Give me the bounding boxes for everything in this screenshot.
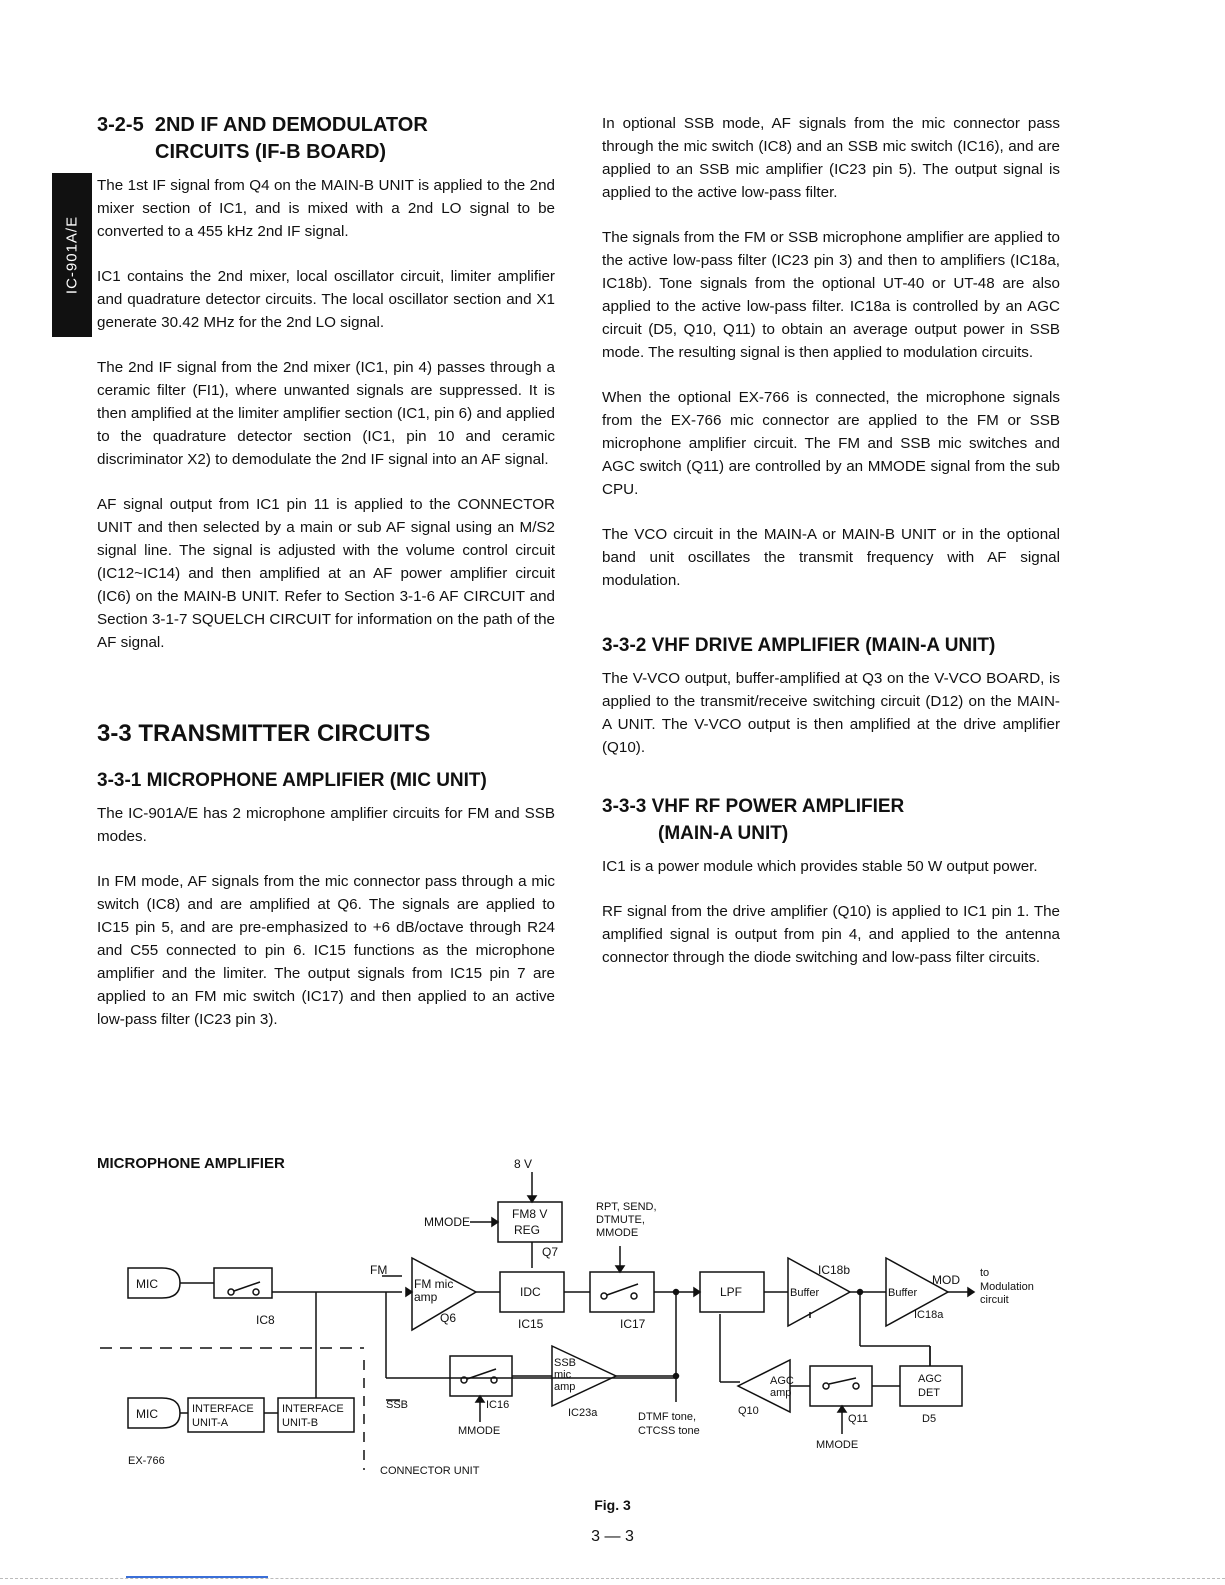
diagram-caption: MICROPHONE AMPLIFIER	[97, 1155, 285, 1172]
label-ssb-mic-2: mic	[554, 1369, 572, 1381]
switch-contact	[853, 1383, 859, 1389]
label-q6: Q6	[440, 1311, 457, 1325]
label-ic16: IC16	[486, 1399, 510, 1411]
label-q10: Q10	[738, 1405, 759, 1417]
paragraph: AF signal output from IC1 pin 11 is applied to the CONNECTOR UNIT and then selected by a main or sub AF signal using an M/S2 signal line. The signal is adjusted with the volume control circuit (IC12~IC14) and then amplified at an AF power amplifier circuit (IC6) on the MAIN-B UNIT. Refer to Section 3-1-6 AF CIRCUIT and Section 3-1-7 SQUELCH CIRCUIT for information on the path of the AF signal.	[97, 496, 555, 651]
label-q7: Q7	[542, 1245, 559, 1259]
label-mic: MIC	[136, 1277, 158, 1291]
label-ctcss: CTCSS tone	[638, 1425, 700, 1437]
side-tab-label: IC-901A/E	[63, 215, 81, 295]
label-q11: Q11	[848, 1413, 868, 1425]
arrow	[476, 1396, 484, 1402]
paragraph: The VCO circuit in the MAIN-A or MAIN-B UNIT or in the optional band unit oscillates the transmit frequency with AF signal modulation.	[602, 526, 1060, 589]
right-column	[602, 112, 1060, 991]
label-dtmf: DTMF tone,	[638, 1411, 697, 1423]
label-dtmute: DTMUTE,	[596, 1214, 645, 1226]
label-fm: FM	[370, 1263, 388, 1277]
arrow	[616, 1266, 624, 1272]
label-d5: D5	[922, 1413, 937, 1425]
label-mmode-ic16: MMODE	[458, 1425, 501, 1437]
label-agc-amp: amp	[770, 1387, 792, 1399]
label-buffer-1: Buffer	[790, 1287, 820, 1299]
paragraph: The V-VCO output, buffer-amplified at Q3 on the V-VCO BOARD, is applied to the transmit/receive switching circuit (D12) on the MAIN-A UNIT. The V-VCO output is then amplified at the drive amplifier (Q10).	[602, 670, 1060, 756]
label-ssb-mic-3: amp	[554, 1381, 576, 1393]
label-ic15: IC15	[518, 1317, 544, 1331]
paragraph: The signals from the FM or SSB microphone amplifier are applied to the active low-pass filter (IC23 pin 3) and then to amplifiers (IC18a, IC18b). Tone signals from the optional UT-40 or UT-48 are also applied to the active low-pass filter. IC18a is controlled by an AGC circuit (D5, Q10, Q11) to obtain an average output power in SSB mode. The resulting signal is then applied to modulation circuits.	[602, 229, 1060, 361]
ic8-switch-block	[214, 1268, 272, 1298]
label-connector-unit: CONNECTOR UNIT	[380, 1465, 480, 1477]
bottom-dashed-line	[0, 1578, 1225, 1579]
side-tab	[52, 173, 92, 337]
label-ic18b: IC18b	[818, 1263, 851, 1277]
label-agc: AGC	[770, 1375, 794, 1387]
arrow	[968, 1288, 974, 1296]
paragraph: When the optional EX-766 is connected, the microphone signals from the EX-766 mic connector are applied to the FM or SSB microphone amplifier circuit. The FM and SSB mic switches and AGC switch (Q11) are controlled by an MMODE signal from the sub CPU.	[602, 389, 1060, 498]
label-interface-b-1: INTERFACE	[282, 1403, 344, 1415]
ic17-switch-block	[590, 1272, 654, 1312]
label-ic17: IC17	[620, 1317, 646, 1331]
label-reg: REG	[514, 1223, 541, 1237]
bottom-link-underline	[126, 1576, 268, 1578]
arrow	[838, 1406, 846, 1412]
label-mmode-top: MMODE	[596, 1227, 639, 1239]
paragraph: The 2nd IF signal from the 2nd mixer (IC1, pin 4) passes through a ceramic filter (FI1), where unwanted signals are suppressed. It is then amplified at the limiter amplifier section (IC1, pin 6) and applied to the quadrature detector section (IC1, pin 10 and ceramic discriminator X2) to demodulate the 2nd IF signal into an AF signal.	[97, 359, 555, 468]
paragraph: IC1 is a power module which provides stable 50 W output power.	[602, 858, 1038, 875]
label-ex766: EX-766	[128, 1455, 165, 1467]
label-mod: MOD	[932, 1273, 960, 1287]
label-agc-det-2: DET	[918, 1387, 940, 1399]
label-amp: amp	[414, 1290, 438, 1304]
junction	[674, 1290, 679, 1295]
paragraph: In FM mode, AF signals from the mic connector pass through a mic switch (IC8) and are amplified at Q6. The signals are applied to IC15 pin 5, and are pre-emphasized to +6 dB/octave through R24 and C55 connected to pin 6. IC15 functions as the microphone amplifier and the limiter. The output signals from IC15 pin 7 are applied to an FM mic switch (IC17) and then applied to an active low-pass filter (IC23 pin 3).	[97, 873, 555, 1028]
paragraph: RF signal from the drive amplifier (Q10) is applied to IC1 pin 1. The amplified signal is output from pin 4, and applied to the antenna connector through the diode switching and low-pass filter circuits.	[602, 903, 1060, 966]
label-interface-b-2: UNIT-B	[282, 1417, 319, 1429]
arrow	[406, 1288, 412, 1296]
label-fm-mic: FM mic	[414, 1277, 454, 1291]
section-3-2-5-heading: 3-2-5 2ND IF AND DEMODULATOR CIRCUITS (IF-B BOARD)	[97, 114, 428, 163]
paragraph: In optional SSB mode, AF signals from the mic connector pass through the mic switch (IC8) and an SSB mic switch (IC16), and are applied to an SSB mic amplifier (IC23 pin 5). The output signal is applied to the active low-pass filter.	[602, 115, 1060, 201]
label-interface-a-2: UNIT-A	[192, 1417, 229, 1429]
label-ssb-mic-1: SSB	[554, 1357, 577, 1369]
label-mmode-in: MMODE	[424, 1215, 470, 1229]
switch-contact	[228, 1289, 234, 1295]
label-buffer-2: Buffer	[888, 1287, 918, 1299]
label-ic23a: IC23a	[568, 1407, 598, 1419]
label-circuit: circuit	[980, 1294, 1009, 1306]
arrow	[528, 1196, 536, 1202]
label-mmode-q11: MMODE	[816, 1439, 859, 1451]
label-fm8v: FM8 V	[512, 1207, 548, 1221]
paragraph: IC1 contains the 2nd mixer, local oscillator circuit, limiter amplifier and quadrature detector circuits. The local oscillator section and X1 generate 30.42 MHz for the 2nd LO signal.	[97, 268, 555, 331]
label-ic18a: IC18a	[914, 1309, 944, 1321]
microphone-amplifier-diagram	[90, 1150, 1080, 1490]
label-mic-2: MIC	[136, 1407, 158, 1421]
label-lpf: LPF	[720, 1285, 743, 1299]
paragraph: The IC-901A/E has 2 microphone amplifier circuits for FM and SSB modes.	[97, 805, 555, 845]
page-number: 3 — 3	[591, 1528, 634, 1545]
section-3-3-2-heading: 3-3-2 VHF DRIVE AMPLIFIER (MAIN-A UNIT)	[602, 635, 996, 656]
label-to: to	[980, 1267, 990, 1279]
agc-det-block	[900, 1366, 962, 1406]
arrow	[492, 1218, 498, 1226]
left-column	[97, 112, 555, 1053]
label-8v: 8 V	[514, 1157, 533, 1171]
ic16-switch-block	[450, 1356, 512, 1396]
label-rpt: RPT, SEND,	[596, 1201, 657, 1213]
label-ssb: SSB	[386, 1399, 409, 1411]
label-modulation: Modulation	[980, 1281, 1034, 1293]
figure-label: Fig. 3	[594, 1497, 631, 1513]
label-ic8: IC8	[256, 1313, 275, 1327]
junction	[674, 1374, 679, 1379]
section-3-3-heading: 3-3 TRANSMITTER CIRCUITS	[97, 720, 431, 747]
switch-lever	[829, 1378, 856, 1384]
paragraph: The 1st IF signal from Q4 on the MAIN-B UNIT is applied to the 2nd mixer section of IC1, and is mixed with a 2nd LO signal to be converted to a 455 kHz 2nd IF signal.	[97, 177, 555, 240]
label-idc: IDC	[520, 1285, 541, 1299]
switch-contact	[601, 1293, 607, 1299]
section-3-3-1-heading: 3-3-1 MICROPHONE AMPLIFIER (MIC UNIT)	[97, 770, 487, 791]
switch-contact	[253, 1289, 259, 1295]
switch-contact	[823, 1383, 829, 1389]
q11-switch-block	[810, 1366, 872, 1406]
switch-contact	[631, 1293, 637, 1299]
label-interface-a-1: INTERFACE	[192, 1403, 254, 1415]
label-agc-det-1: AGC	[918, 1373, 942, 1385]
section-3-3-3-heading: 3-3-3 VHF RF POWER AMPLIFIER (MAIN-A UNIT)	[602, 796, 905, 844]
arrow	[694, 1288, 700, 1296]
